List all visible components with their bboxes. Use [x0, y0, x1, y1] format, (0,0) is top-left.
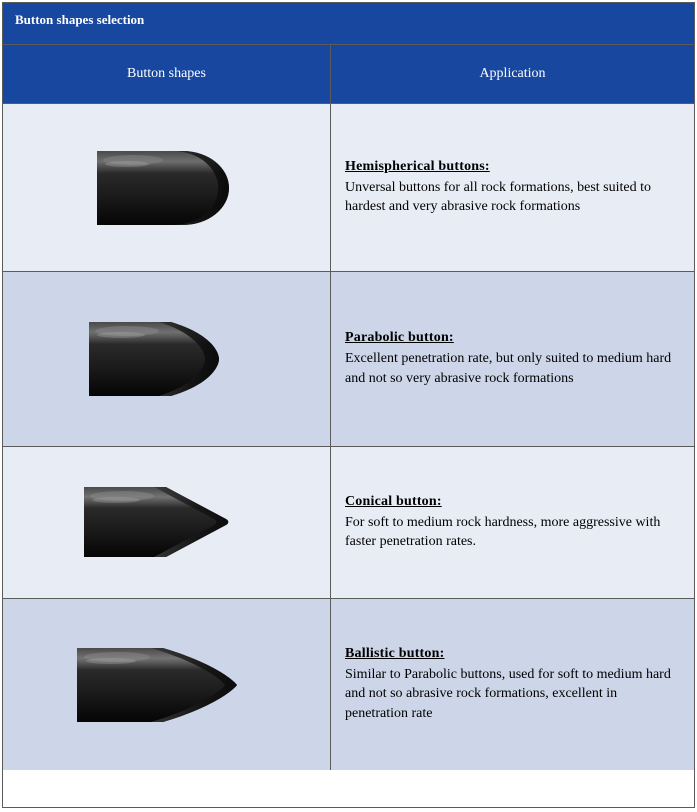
application-title: Conical button: — [345, 493, 442, 509]
table-header-row — [3, 45, 694, 104]
button-shape-cell — [3, 272, 331, 446]
column-header-button-shapes: Button shapes — [3, 45, 331, 103]
hemispherical-button-shape — [87, 133, 247, 243]
column-header-application: Application — [479, 66, 546, 81]
application-cell — [331, 599, 694, 770]
table-row — [3, 272, 694, 447]
application-cell — [331, 104, 694, 271]
application-cell — [331, 447, 694, 598]
table-row — [3, 447, 694, 599]
conical-button-shape — [74, 473, 259, 573]
button-shape-cell — [3, 104, 331, 271]
application-cell — [331, 272, 694, 446]
button-shape-cell — [3, 599, 331, 770]
button-shape-cell — [3, 447, 331, 598]
application-title: Parabolic button: — [345, 330, 454, 346]
table-row — [3, 104, 694, 272]
button-shapes-table — [2, 2, 695, 808]
application-text: For soft to medium rock hardness, more aggressive with faster penetration rates. — [345, 514, 661, 549]
application-text: Similar to Parabolic buttons, used for soft to medium hard and not so abrasive rock formations, excellent in penetration rate — [345, 667, 671, 721]
table-title: Button shapes selection — [3, 3, 694, 45]
application-text: Unversal buttons for all rock formations, best suited to hardest and very abrasive rock formations — [345, 179, 651, 214]
parabolic-button-shape — [79, 304, 254, 414]
application-text: Excellent penetration rate, but only suited to medium hard and not so very abrasive rock formations — [345, 351, 672, 386]
ballistic-button-shape — [67, 630, 267, 740]
application-title: Hemispherical buttons: — [345, 158, 490, 174]
table-row — [3, 599, 694, 770]
application-title: Ballistic button: — [345, 646, 445, 662]
